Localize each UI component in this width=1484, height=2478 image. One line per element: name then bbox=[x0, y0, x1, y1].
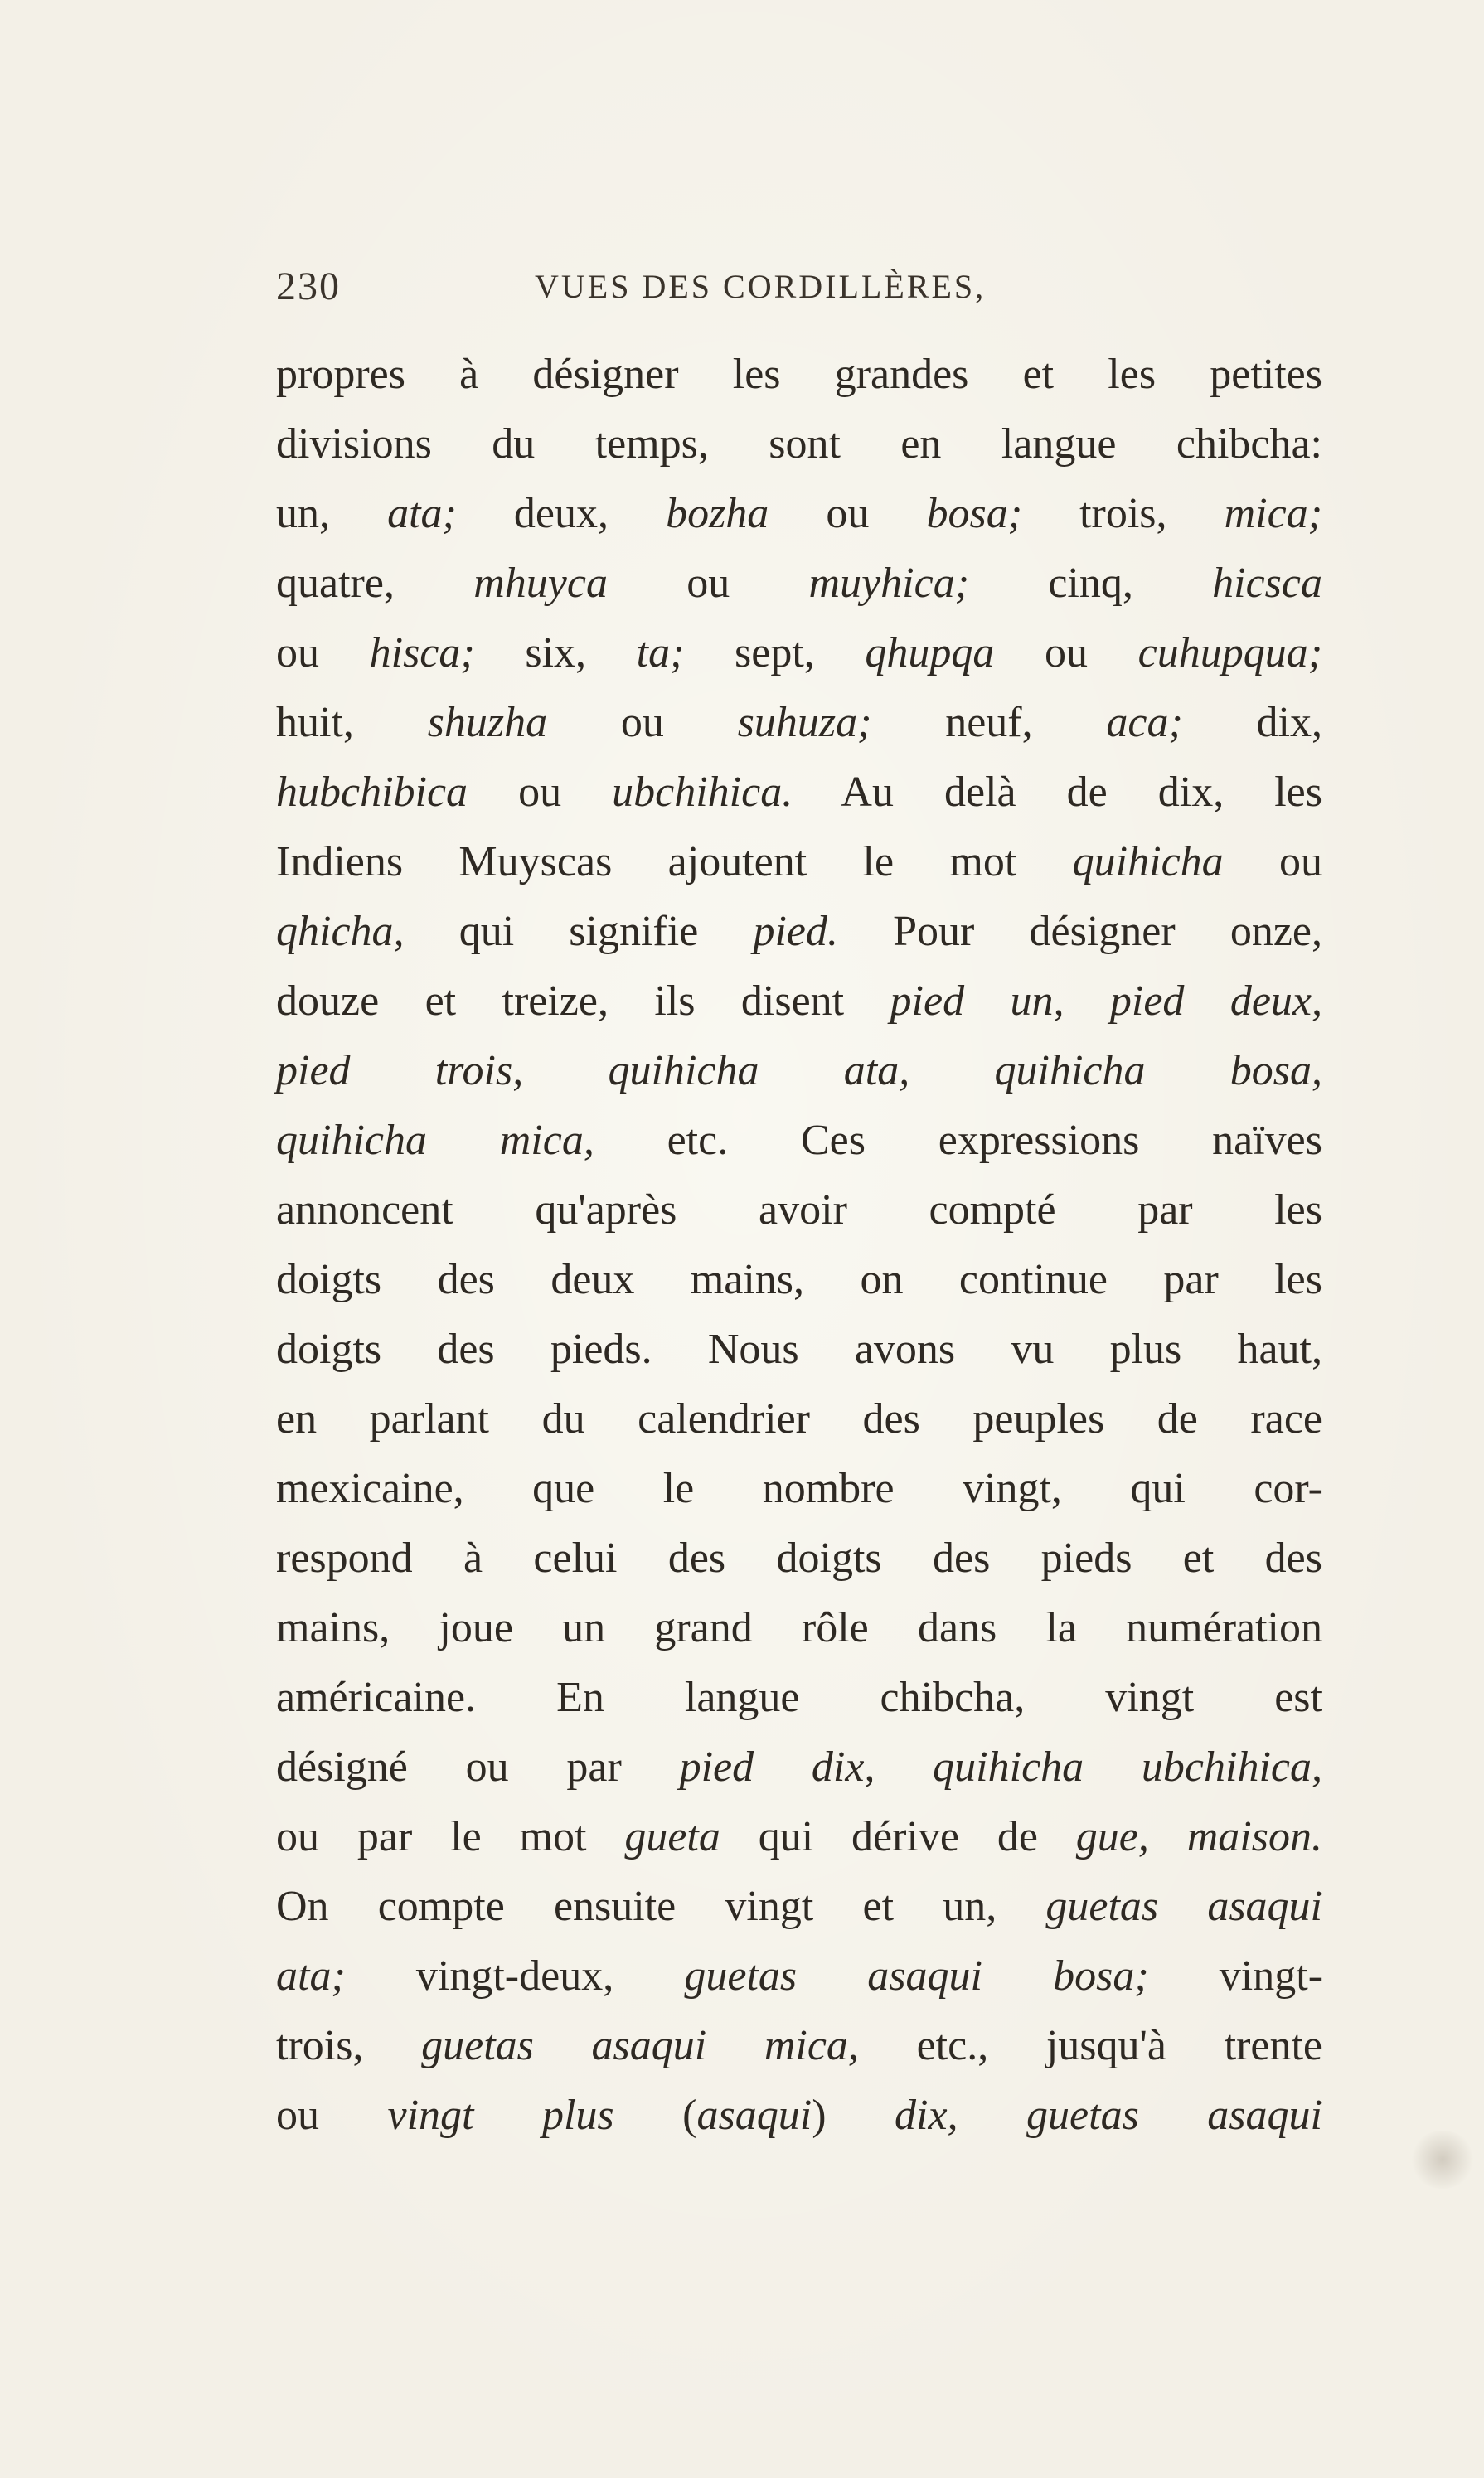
text-line: On compte ensuite vingt et un, guetas asaqui bbox=[276, 1883, 1322, 1930]
text-line: trois, guetas asaqui mica, etc., jusqu'à trente bbox=[276, 2022, 1322, 2069]
text-line: en parlant du calendrier des peuples de race bbox=[276, 1395, 1322, 1443]
text-line: ou vingt plus (asaqui) dix, guetas asaqui bbox=[276, 2092, 1322, 2139]
text-line: huit, shuzha ou suhuza; neuf, aca; dix, bbox=[276, 699, 1322, 746]
text-line: qhicha, qui signifie pied. Pour désigner onze, bbox=[276, 908, 1323, 955]
text-line: un, ata; deux, bozha ou bosa; trois, mica; bbox=[276, 490, 1323, 537]
text-line: propres à désigner les grandes et les petites bbox=[276, 351, 1322, 398]
text-line: quatre, mhuyca ou muyhica; cinq, hicsca bbox=[276, 560, 1322, 607]
text-line: doigts des deux mains, on continue par les bbox=[276, 1256, 1322, 1303]
text-line: ou hisca; six, ta; sept, qhupqa ou cuhupqua; bbox=[276, 629, 1323, 676]
text-line: respond à celui des doigts des pieds et des bbox=[276, 1535, 1322, 1582]
text-line: mains, joue un grand rôle dans la numération bbox=[276, 1604, 1322, 1651]
text-line: américaine. En langue chibcha, vingt est bbox=[276, 1674, 1322, 1721]
text-line: désigné ou par pied dix, quihicha ubchihica, bbox=[276, 1743, 1322, 1791]
text-line: divisions du temps, sont en langue chibcha: bbox=[276, 420, 1322, 468]
text-line: hubchibica ou ubchihica. Au delà de dix, les bbox=[276, 769, 1323, 816]
text-line: annoncent qu'après avoir compté par les bbox=[276, 1186, 1322, 1234]
text-line: ata; vingt-deux, guetas asaqui bosa; vingt- bbox=[276, 1952, 1323, 2000]
running-head bbox=[276, 264, 1022, 313]
text-line: pied trois, quihicha ata, quihicha bosa, bbox=[276, 1047, 1322, 1094]
page-number: 230 bbox=[276, 264, 341, 308]
text-line: ou par le mot gueta qui dérive de gue, maison. bbox=[276, 1813, 1322, 1860]
text-line: douze et treize, ils disent pied un, pied deux, bbox=[276, 977, 1322, 1025]
text-line: Indiens Muyscas ajoutent le mot quihicha ou bbox=[276, 838, 1323, 885]
paper-stain bbox=[1409, 2131, 1476, 2189]
running-title: VUES DES CORDILLÈRES, bbox=[535, 268, 987, 305]
text-line: quihicha mica, etc. Ces expressions naïves bbox=[276, 1117, 1322, 1164]
text-line: doigts des pieds. Nous avons vu plus haut, bbox=[276, 1326, 1322, 1373]
text-line: mexicaine, que le nombre vingt, qui cor- bbox=[276, 1465, 1322, 1512]
